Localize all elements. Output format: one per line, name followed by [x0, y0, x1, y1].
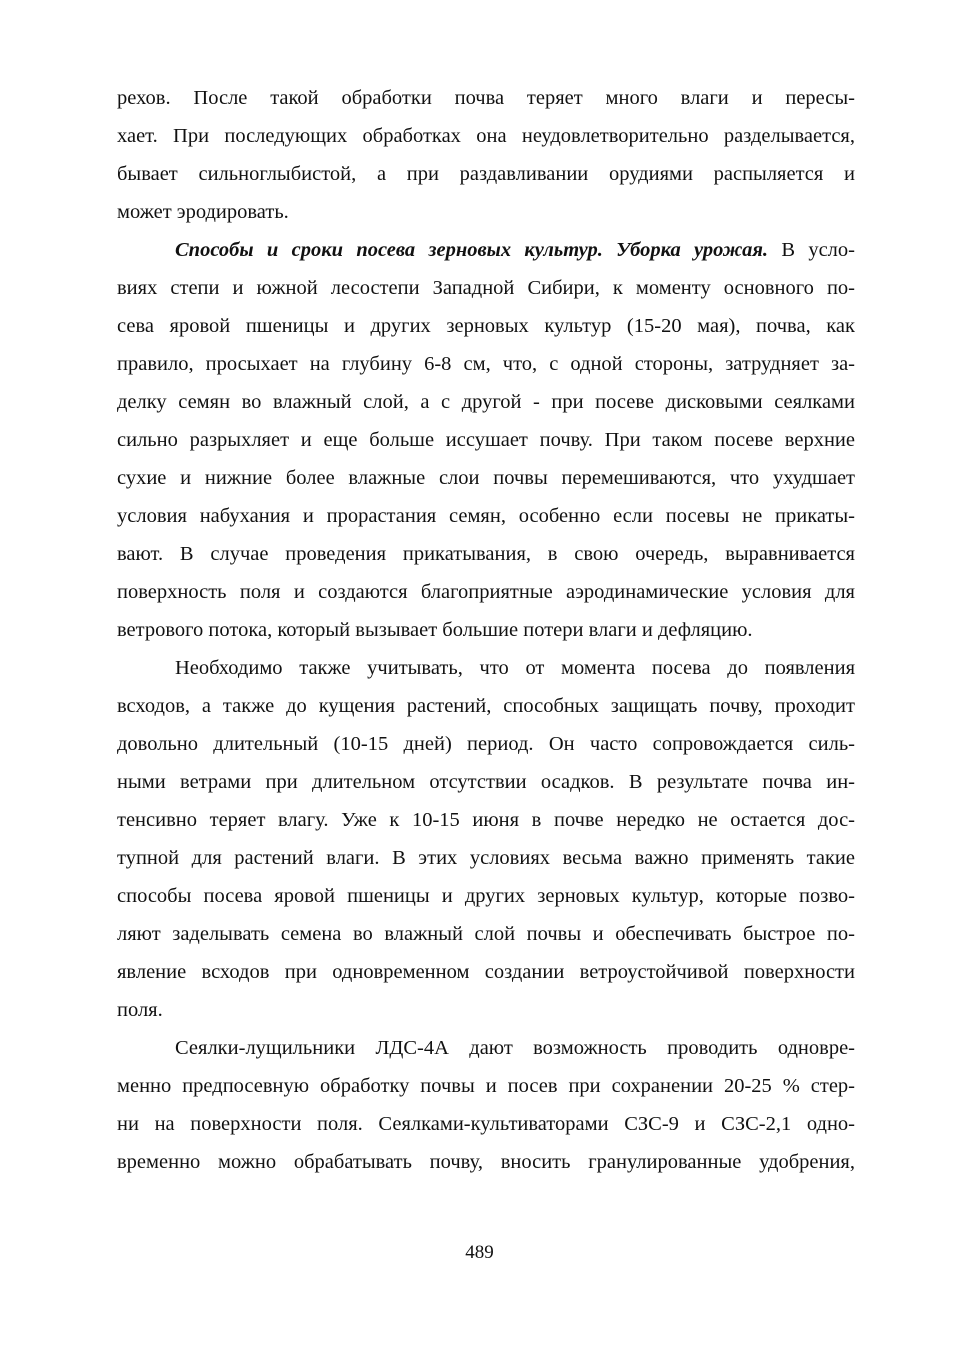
text-line: бывает сильноглыбистой, а при раздавливании орудиями распыляется и [117, 163, 855, 185]
text-line: сева яровой пшеницы и других зерновых культур (15-20 мая), почва, как [117, 315, 855, 337]
text-line: довольно длительный (10-15 дней) период. Он часто сопровождается силь- [117, 733, 855, 755]
text-line: способы посева яровой пшеницы и других зерновых культур, которые позво- [117, 885, 855, 907]
text-line: явление всходов при одновременном создании ветроустойчивой поверхности [117, 961, 855, 983]
text-line: тупной для растений влаги. В этих условиях весьма важно применять такие [117, 847, 855, 869]
text-line: вают. В случае проведения прикатывания, в свою очередь, выравнивается [117, 543, 855, 565]
text-line: Сеялки-лущильники ЛДС-4А дают возможность проводить одновре- [175, 1037, 855, 1059]
text-line: может эродировать. [117, 201, 289, 223]
text-line: сухие и нижние более влажные слои почвы перемешиваются, что ухудшает [117, 467, 855, 489]
text-line: тенсивно теряет влагу. Уже к 10-15 июня в почве нередко не остается дос- [117, 809, 855, 831]
section-heading-line [175, 232, 855, 268]
text-line: хает. При последующих обработках она неудовлетворительно разделывается, [117, 125, 855, 147]
text-line: менно предпосевную обработку почвы и посев при сохранении 20-25 % стер- [117, 1075, 855, 1097]
text-line: условия набухания и прорастания семян, особенно если посевы не прикаты- [117, 505, 855, 527]
text-line: рехов. После такой обработки почва теряет много влаги и пересы- [117, 87, 855, 109]
text-line: поверхность поля и создаются благоприятные аэродинамические условия для [117, 581, 855, 603]
text-line: ветрового потока, который вызывает большие потери влаги и дефляцию. [117, 619, 753, 641]
text-fragment: В усло- [768, 239, 855, 261]
text-line: поля. [117, 999, 163, 1021]
text-line: ни на поверхности поля. Сеялками-культиваторами СЗС-9 и СЗС-2,1 одно- [117, 1113, 855, 1135]
text-line: всходов, а также до кущения растений, способных защищать почву, проходит [117, 695, 855, 717]
page-number: 489 [465, 1242, 494, 1263]
text-line: сильно разрыхляет и еще больше иссушает почву. При таком посеве верхние [117, 429, 855, 451]
text-line: ными ветрами при длительном отсутствии осадков. В результате почва ин- [117, 771, 855, 793]
text-line: виях степи и южной лесостепи Западной Сибири, к моменту основного по- [117, 277, 855, 299]
text-line: временно можно обрабатывать почву, вносить гранулированные удобрения, [117, 1151, 855, 1173]
section-heading: Способы и сроки посева зерновых культур. Уборка урожая. [175, 239, 769, 261]
text-line: ляют заделывать семена во влажный слой почвы и обеспечивать быстрое по- [117, 923, 855, 945]
text-line: правило, просыхает на глубину 6-8 см, что, с одной стороны, затрудняет за- [117, 353, 855, 375]
text-line: Необходимо также учитывать, что от момента посева до появления [175, 657, 855, 679]
text-line: делку семян во влажный слой, а с другой - при посеве дисковыми сеялками [117, 391, 855, 413]
